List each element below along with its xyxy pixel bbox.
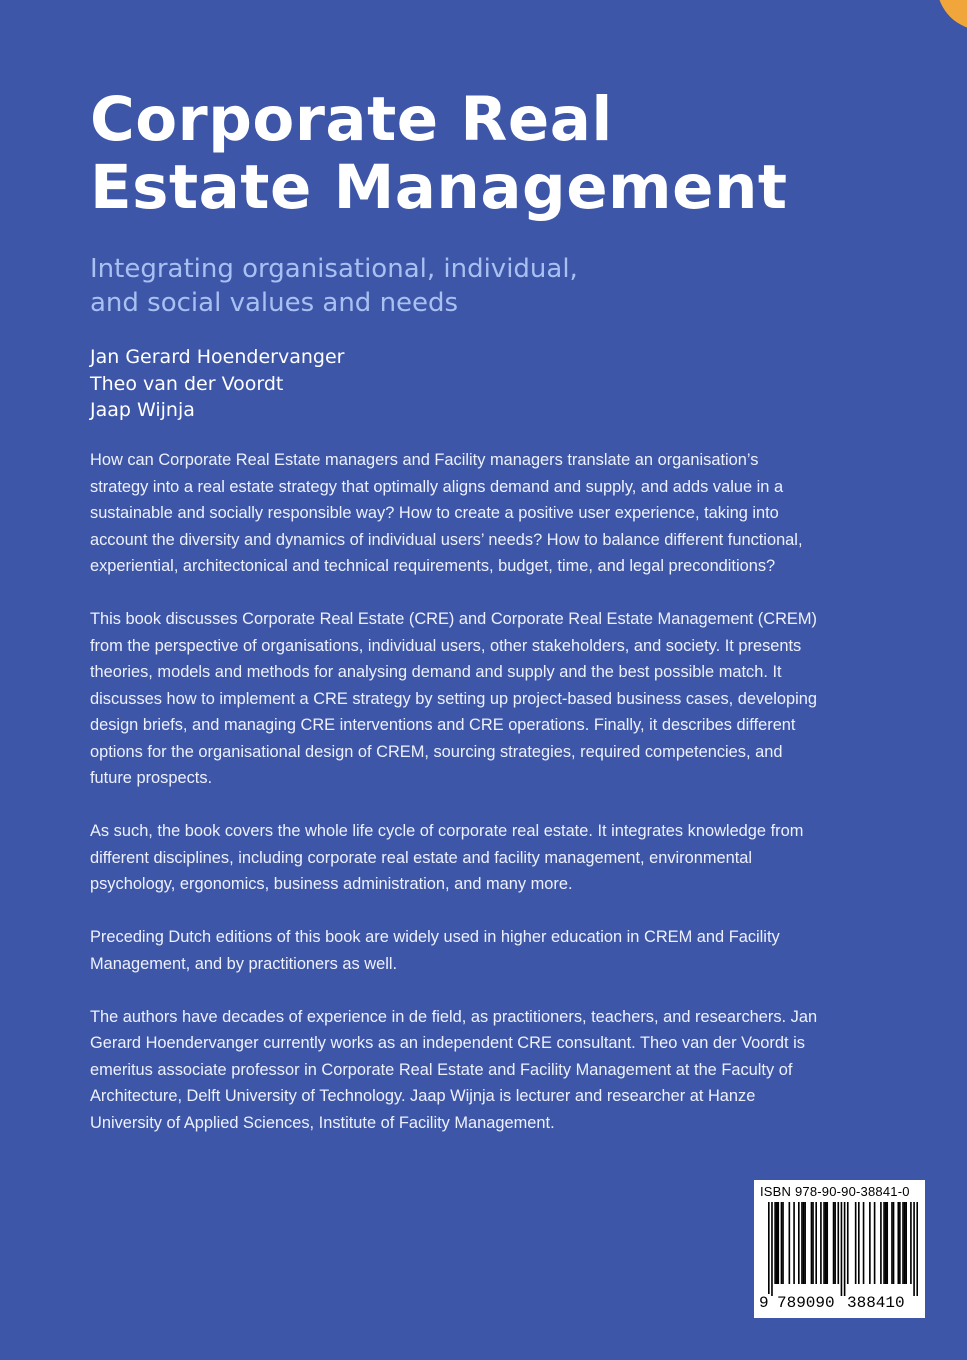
barcode-bar (902, 1202, 904, 1284)
barcode-bar (883, 1202, 885, 1284)
barcode-bar (913, 1202, 915, 1296)
blurb-paragraph: As such, the book covers the whole life cycle of corporate real estate. It integrates knowledge from different disciplines, including corporate real estate and facility management, environmental psychology, ergonomics, business administration, and many more. (90, 822, 804, 893)
barcode-bar (905, 1202, 907, 1284)
barcode-bar (826, 1202, 828, 1284)
ean-digit-first: 9 (759, 1294, 769, 1312)
barcode-bar (910, 1202, 912, 1284)
book-title (90, 86, 850, 222)
author-name: Jan Gerard Hoendervanger (90, 346, 345, 368)
ean-digits-left: 789090 (777, 1294, 835, 1312)
barcode-bar (815, 1202, 817, 1284)
barcode-bar (916, 1202, 918, 1296)
barcode-bar (874, 1202, 876, 1284)
barcode-bar (858, 1202, 860, 1284)
barcode-bar (801, 1202, 803, 1284)
barcode-bar (904, 1202, 906, 1284)
barcode-bar (885, 1202, 887, 1284)
barcode-bar (777, 1202, 779, 1284)
barcode-bar (825, 1202, 827, 1284)
barcode-bar (798, 1202, 800, 1284)
barcode-bar (837, 1202, 839, 1284)
subtitle-line-2: and social values and needs (90, 288, 459, 318)
ean-digits-right: 388410 (847, 1294, 905, 1312)
barcode-bar (776, 1202, 778, 1284)
author-name: Jaap Wijnja (90, 399, 195, 421)
barcode-bar (899, 1202, 901, 1284)
blurb-paragraph: The authors have decades of experience in de field, as practitioners, teachers, and researchers. Jan Gerard Hoendervanger currently works as an independent CRE consultant. Theo van der Voordt is emeritus associate professor in Corporate Real Estate and Facility Management at the Faculty of Architecture, Delft University of Technology. Jaap Wijnja is lecturer and researcher at Hanze University of Applied Sciences, Institute of Facility Management. (90, 1007, 818, 1132)
barcode-bar (803, 1202, 805, 1284)
barcode-bar (833, 1202, 835, 1284)
title-line-1: Corporate Real (90, 84, 613, 155)
barcode-bar (782, 1202, 784, 1284)
orange-corner-accent (937, 0, 967, 30)
barcode-bar (863, 1202, 865, 1284)
barcode-bar (789, 1202, 791, 1284)
blurb-text (90, 447, 820, 1163)
barcode-bar (811, 1202, 813, 1284)
isbn-barcode (754, 1180, 925, 1318)
barcode-bar (804, 1202, 806, 1284)
barcode-bar (820, 1202, 822, 1284)
barcode-bar (891, 1202, 893, 1284)
barcode-bar (847, 1202, 849, 1284)
barcode-bar (768, 1202, 770, 1296)
barcode-bar (893, 1202, 895, 1284)
barcode-bar (869, 1202, 871, 1284)
blurb-paragraph: Preceding Dutch editions of this book are widely used in higher education in CREM and Facility Management, and by practitioners as well. (90, 928, 780, 973)
blurb-paragraph: How can Corporate Real Estate managers and Facility managers translate an organisation’s strategy into a real estate strategy that optimally aligns demand and supply, and adds value in a sustainable and socially responsible way? How to create a positive user experience, taking into account the diversity and dynamics of individual users’ needs? How to balance different functional, experiential, architectonical and technical requirements, budget, time, and legal preconditions? (90, 451, 803, 575)
barcode-bar (880, 1202, 882, 1284)
barcode-bar (841, 1202, 843, 1296)
barcode-bar (812, 1202, 814, 1284)
barcode-bar (781, 1202, 783, 1284)
barcode-bar (774, 1202, 776, 1284)
author-list (90, 344, 344, 424)
author-name: Theo van der Voordt (90, 372, 284, 395)
barcode-bar (844, 1202, 846, 1296)
isbn-label: ISBN 978-90-90-38841-0 (760, 1184, 910, 1199)
barcode-bar (823, 1202, 825, 1284)
barcode-bar (855, 1202, 857, 1284)
title-line-2: Estate Management (90, 152, 788, 223)
barcode-bar (834, 1202, 836, 1284)
barcode-bars (768, 1202, 918, 1296)
barcode-bar (793, 1202, 795, 1284)
book-subtitle (90, 252, 790, 320)
subtitle-line-1: Integrating organisational, individual, (90, 254, 578, 284)
barcode-bar (771, 1202, 773, 1296)
blurb-paragraph: This book discusses Corporate Real Estate (CRE) and Corporate Real Estate Management (CREM) from the perspective of organisations, individual users, other stakeholders, and society. It presents theories, models and methods for analysing demand and supply and the best possible match. It discusses how to implement a CRE strategy by setting up project-based business cases, developing design briefs, and managing CRE interventions and CRE operations. Finally, it describes different options for the organisational design of CREM, sourcing strategies, required competencies, and future prospects. (90, 610, 818, 787)
barcode-bar (886, 1202, 888, 1284)
barcode-bar (897, 1202, 899, 1284)
